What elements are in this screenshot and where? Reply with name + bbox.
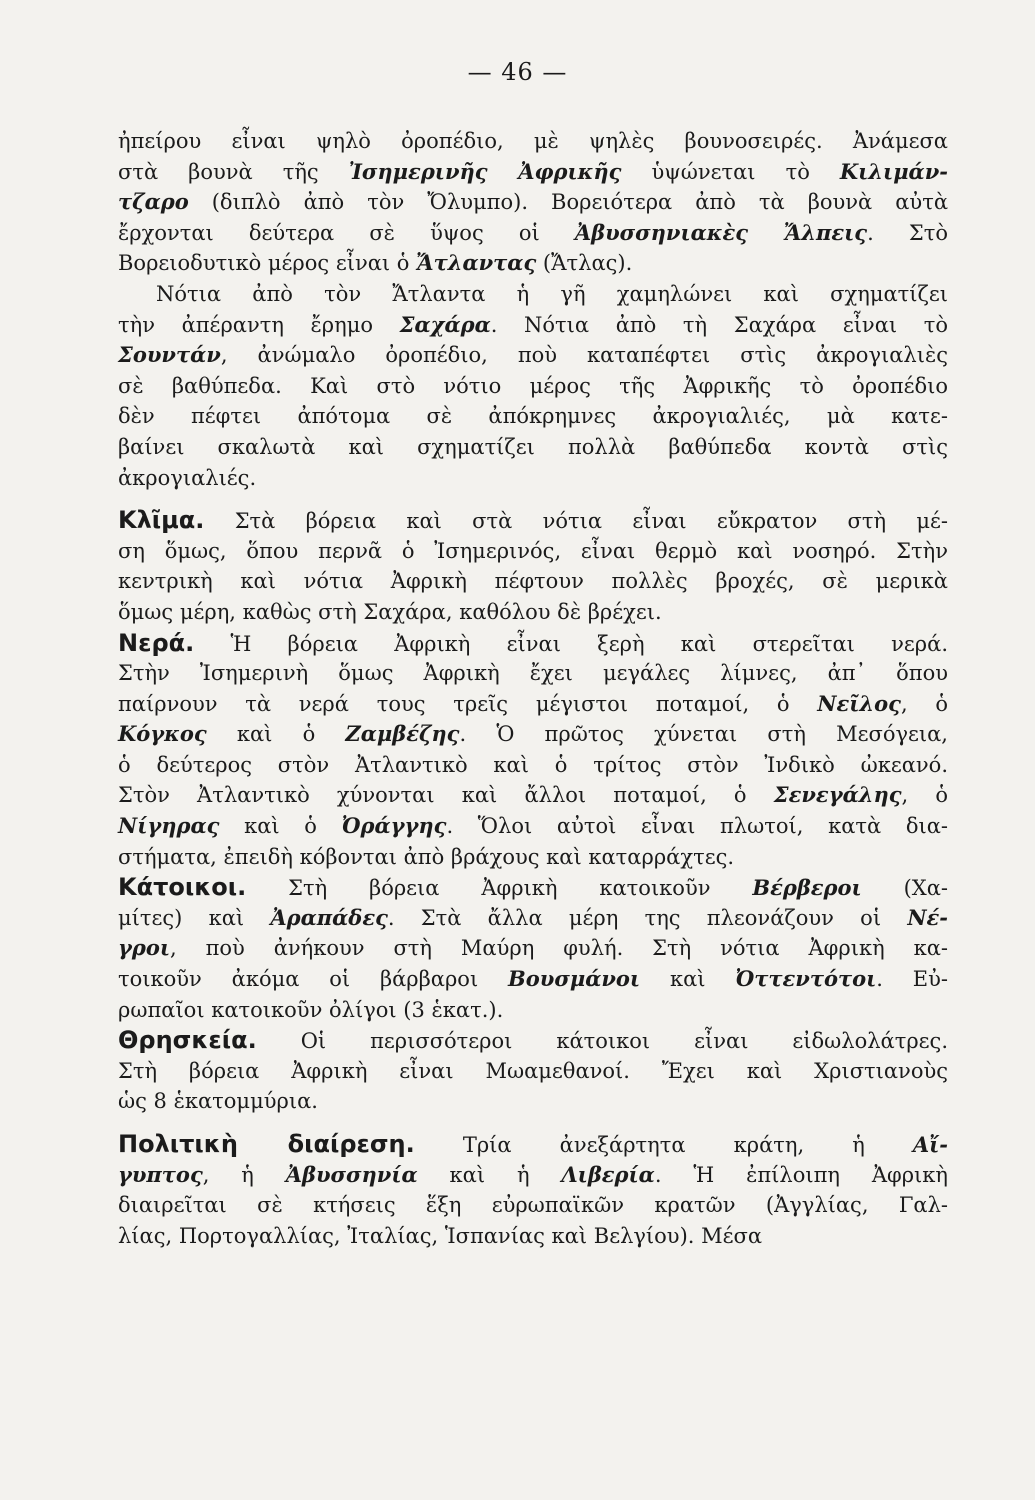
text-run: ἔρχονται δεύτερα σὲ ὕψος οἱ	[118, 220, 575, 245]
section-heading: Θρησκεία.	[118, 1026, 257, 1055]
text-line	[118, 1056, 948, 1087]
text-line	[118, 401, 948, 432]
text-line	[118, 872, 948, 903]
emphasized-term: Σαχάρα	[399, 311, 491, 337]
paragraph	[118, 505, 948, 627]
section-heading: Πολιτικὴ διαίρεση.	[118, 1130, 415, 1158]
paragraph	[118, 872, 948, 1025]
emphasized-term: τζαρο	[118, 189, 189, 215]
text-run: . Στὸ	[867, 220, 948, 245]
text-run: Στὴ βόρεια Ἀφρικὴ κατοικοῦν	[246, 876, 753, 901]
text-line	[118, 1160, 948, 1191]
text-run: ρωπαῖοι κατοικοῦν ὀλίγοι (3 ἑκατ.).	[118, 997, 504, 1022]
text-run: (διπλὸ ἀπὸ τὸν Ὄλυμπο). Βορειότερα ἀπὸ τὰ βουνὰ αὐτὰ	[188, 190, 948, 215]
text-run: Βορειοδυτικὸ μέρος εἶναι ὁ	[118, 251, 417, 276]
text-run: , ποὺ ἀνήκουν στὴ Μαύρη φυλή. Στὴ νότια Ἀφρικὴ κα-	[170, 936, 948, 961]
text-run: ὑψώνεται τὸ	[621, 159, 840, 184]
text-run: ὁ δεύτερος στὸν Ἀτλαντικὸ καὶ ὁ τρίτος στὸν Ἰνδικὸ ὠκεανό.	[118, 752, 948, 777]
text-line	[118, 995, 948, 1026]
emphasized-term: Ἰσημερινῆς Ἀφρικῆς	[348, 158, 622, 184]
text-line	[118, 1129, 948, 1160]
text-line	[118, 279, 948, 310]
text-line	[118, 597, 948, 628]
emphasized-term: Κόγκος	[118, 721, 207, 747]
paragraph	[118, 126, 948, 279]
text-run: ὡς 8 ἑκατομμύρια.	[118, 1089, 318, 1114]
text-line	[118, 371, 948, 402]
paragraph	[118, 1025, 948, 1117]
text-run: . Εὐ-	[876, 967, 948, 992]
text-run: παίρνουν τὰ νερά τους τρεῖς μέγιστοι ποταμοί, ὁ	[118, 691, 818, 716]
paragraph	[118, 279, 948, 493]
text-run: , ὁ	[901, 783, 949, 808]
text-run: κεντρικὴ καὶ νότια Ἀφρικὴ πέφτουν πολλὲς βροχές, σὲ μερικὰ	[118, 569, 948, 594]
text-line	[118, 780, 948, 811]
text-line	[118, 187, 948, 218]
text-line	[118, 463, 948, 494]
text-run: ἀκρογιαλιές.	[118, 465, 257, 490]
text-run: τὴν ἀπέραντη ἔρημο	[118, 312, 400, 337]
text-line	[118, 750, 948, 781]
text-run: στὰ βουνὰ τῆς	[118, 159, 349, 184]
text-run: σὲ βαθύπεδα. Καὶ στὸ νότιο μέρος τῆς Ἀφρικῆς τὸ ὀροπέδιο	[118, 373, 948, 398]
text-line	[118, 689, 948, 720]
text-line	[118, 719, 948, 750]
emphasized-term: Ὀράγγης	[341, 813, 447, 839]
text-run: ἠπείρου εἶναι ψηλὸ ὀροπέδιο, μὲ ψηλὲς βουνοσειρές. Ἀνάμεσα	[118, 129, 948, 153]
text-line	[118, 432, 948, 463]
emphasized-term: Αἴ-	[912, 1132, 948, 1157]
emphasized-term: Ὀττεντότοι	[735, 966, 877, 992]
text-run: διαιρεῖται σὲ κτήσεις ἕξη εὐρωπαϊκῶν κρατῶν (Ἀγγλίας, Γαλ-	[118, 1193, 948, 1218]
paragraph-gap	[118, 493, 948, 505]
text-run: , ἀνώμαλο ὀροπέδιο, ποὺ καταπέφτει στὶς ἀκρογιαλιὲς	[220, 343, 948, 368]
text-run: βαίνει σκαλωτὰ καὶ σχηματίζει πολλὰ βαθύπεδα κοντὰ στὶς	[118, 434, 948, 459]
text-run: ση ὅμως, ὅπου περνᾶ ὁ Ἰσημερινός, εἶναι θερμὸ καὶ νοσηρό. Στὴν	[118, 538, 948, 563]
text-line	[118, 1221, 948, 1252]
paragraph-gap	[118, 1117, 948, 1129]
text-run: , ὁ	[900, 691, 948, 716]
body-text	[118, 126, 948, 1251]
page-number: — 46 —	[467, 58, 568, 86]
text-run: Ἡ βόρεια Ἀφρικὴ εἶναι ξερὴ καὶ στερεῖται νερά.	[194, 631, 948, 656]
emphasized-term: Ἀραπάδες	[270, 904, 388, 930]
section-heading: Κάτοικοι.	[118, 873, 247, 902]
emphasized-term: Ἀβυσσηνία	[285, 1161, 418, 1187]
text-line	[118, 1190, 948, 1221]
text-run: τοικοῦν ἀκόμα οἱ βάρβαροι	[118, 967, 509, 992]
text-run: Στὴν Ἰσημερινὴ ὅμως Ἀφρικὴ ἔχει μεγάλες λίμνες, ἀπ᾿ ὅπου	[118, 661, 948, 686]
text-run: ὅμως μέρη, καθὼς στὴ Σαχάρα, καθόλου δὲ βρέχει.	[118, 599, 662, 624]
text-run: Νότια ἀπὸ τὸν Ἄτλαντα ἡ γῆ χαμηλώνει καὶ σχηματίζει	[156, 281, 948, 306]
emphasized-term: γυπτος	[118, 1161, 203, 1187]
paragraph	[118, 628, 948, 873]
text-run: Στὰ βόρεια καὶ στὰ νότια εἶναι εὔκρατον στὴ μέ-	[204, 509, 948, 534]
text-run: στήματα, ἐπειδὴ κόβονται ἀπὸ βράχους καὶ καταρράχτες.	[118, 844, 735, 869]
text-line	[118, 310, 948, 341]
text-run: (Χα-	[861, 876, 948, 901]
text-run: λίας, Πορτογαλλίας, Ἰταλίας, Ἱσπανίας καὶ Βελγίου). Μέσα	[118, 1223, 763, 1248]
section-heading: Κλῖμα.	[118, 506, 205, 535]
text-run: . Ὅλοι αὐτοὶ εἶναι πλωτοί, κατὰ δια-	[446, 814, 948, 839]
emphasized-term: Βέρβεροι	[752, 875, 862, 901]
emphasized-term: Ζαμβέζης	[345, 721, 460, 747]
text-run: καὶ ἡ	[417, 1162, 562, 1187]
text-run: καὶ	[640, 967, 736, 992]
emphasized-term: Νέ-	[907, 904, 948, 930]
text-line	[118, 933, 948, 964]
text-line	[118, 811, 948, 842]
text-run: , ἡ	[202, 1162, 286, 1187]
emphasized-term: γροι	[118, 935, 170, 961]
emphasized-term: Λιβερία	[561, 1161, 655, 1187]
text-run: καὶ ὁ	[219, 814, 342, 839]
emphasized-term: Σουντάν	[118, 342, 221, 368]
text-run: . Στὰ ἄλλα μέρη της πλεονάζουν οἱ	[387, 905, 908, 930]
emphasized-term: Σενεγάλης	[773, 782, 902, 808]
emphasized-term: Κιλιμάν-	[839, 158, 949, 184]
text-line	[118, 1086, 948, 1117]
text-run: Τρία ἀνεξάρτητα κράτη, ἡ	[414, 1133, 913, 1157]
text-line	[118, 340, 948, 371]
text-run: Οἱ περισσότεροι κάτοικοι εἶναι εἰδωλολάτρες.	[256, 1029, 948, 1054]
text-run: . Ὁ πρῶτος χύνεται στὴ Μεσόγεια,	[459, 722, 948, 747]
text-run: μίτες) καὶ	[118, 905, 271, 930]
text-line	[118, 628, 948, 659]
text-line	[118, 505, 948, 536]
section-heading: Νερά.	[118, 628, 195, 657]
text-line	[118, 566, 948, 597]
emphasized-term: Νεῖλος	[817, 690, 901, 716]
text-run: . Νότια ἀπὸ τὴ Σαχάρα εἶναι τὸ	[490, 312, 948, 337]
text-run: δὲν πέφτει ἀπότομα σὲ ἀπόκρημνες ἀκρογιαλιές, μὰ κατε-	[118, 404, 948, 429]
text-line	[118, 964, 948, 995]
text-line	[118, 248, 948, 279]
paragraph	[118, 1129, 948, 1251]
emphasized-term: Ἀβυσσηνιακὲς Ἄλπεις	[574, 219, 868, 245]
text-line	[118, 218, 948, 249]
text-line	[118, 536, 948, 567]
text-run: . Ἡ ἐπίλοιπη Ἀφρικὴ	[654, 1162, 948, 1187]
text-line	[118, 903, 948, 934]
text-line	[118, 658, 948, 689]
emphasized-term: Ἄτλαντας	[416, 250, 537, 276]
text-run: Στὴ βόρεια Ἀφρικὴ εἶναι Μωαμεθανοί. Ἔχει καὶ Χριστιανοὺς	[118, 1058, 948, 1083]
text-line	[118, 157, 948, 188]
text-line	[118, 842, 948, 873]
text-line	[118, 126, 948, 157]
text-run: (Ἄτλας).	[536, 251, 633, 276]
text-run: καὶ ὁ	[206, 722, 346, 747]
emphasized-term: Βουσμάνοι	[508, 966, 641, 992]
emphasized-term: Νίγηρας	[118, 813, 220, 839]
text-run: Στὸν Ἀτλαντικὸ χύνονται καὶ ἄλλοι ποταμοί, ὁ	[118, 783, 774, 808]
text-line	[118, 1025, 948, 1056]
